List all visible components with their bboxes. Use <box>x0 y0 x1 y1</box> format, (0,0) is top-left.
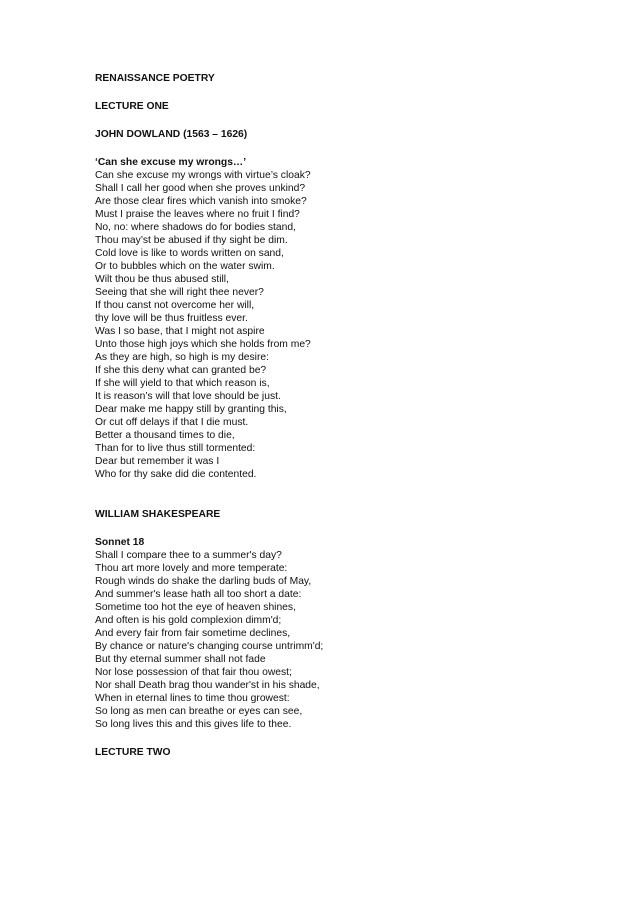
poem-line: Cold love is like to words written on sand, <box>95 248 284 259</box>
poem-line: And often is his gold complexion dimm'd; <box>95 615 282 626</box>
poem-line: If she this deny what can granted be? <box>95 365 267 376</box>
poem-line: Sometime too hot the eye of heaven shines, <box>95 602 296 613</box>
lecture-two-heading: LECTURE TWO <box>95 747 171 758</box>
sonnet-18 <box>95 549 555 731</box>
poem-line: Nor lose possession of that fair thou owest; <box>95 667 292 678</box>
dowland-author-heading: JOHN DOWLAND (1563 – 1626) <box>95 129 248 140</box>
poem-line: Are those clear fires which vanish into smoke? <box>95 196 307 207</box>
poem-line: Can she excuse my wrongs with virtue’s cloak? <box>95 170 311 181</box>
poem-line: And every fair from fair sometime declines, <box>95 628 291 639</box>
poem-line: Than for to live thus still tormented: <box>95 443 256 454</box>
poem-line: Was I so base, that I might not aspire <box>95 326 265 337</box>
stanza-3 <box>95 273 555 325</box>
document-content <box>95 72 555 759</box>
lecture-one-heading: LECTURE ONE <box>95 101 169 112</box>
poem-line: Dear but remember it was I <box>95 456 220 467</box>
stanza-1 <box>95 169 555 221</box>
stanza-6 <box>95 429 555 481</box>
stanza-4 <box>95 325 555 377</box>
poem-line: Dear make me happy still by granting this, <box>95 404 287 415</box>
poem-line: Seeing that she will right thee never? <box>95 287 264 298</box>
poem-line: Nor shall Death brag thou wander'st in his shade, <box>95 680 320 691</box>
poem-line: By chance or nature's changing course untrimm'd; <box>95 641 324 652</box>
poem-line: Who for thy sake did die contented. <box>95 469 257 480</box>
stanza-2 <box>95 221 555 273</box>
dowland-poem <box>95 169 555 481</box>
stanza-5 <box>95 377 555 429</box>
poem-line: thy love will be thus fruitless ever. <box>95 313 248 324</box>
poem-line: Shall I call her good when she proves unkind? <box>95 183 306 194</box>
sonnet-title: Sonnet 18 <box>95 537 145 548</box>
poem-line: It is reason’s will that love should be just. <box>95 391 281 402</box>
poem-line: So long as men can breathe or eyes can see, <box>95 706 303 717</box>
poem-line: When in eternal lines to time thou growest: <box>95 693 290 704</box>
shakespeare-author-heading: WILLIAM SHAKESPEARE <box>95 509 221 520</box>
poem-line: If she will yield to that which reason is, <box>95 378 270 389</box>
poem-line: Thou may’st be abused if thy sight be dim. <box>95 235 288 246</box>
poem-line: Rough winds do shake the darling buds of May, <box>95 576 312 587</box>
poem-line: Wilt thou be thus abused still, <box>95 274 229 285</box>
poem-line: If thou canst not overcome her will, <box>95 300 255 311</box>
poem-line: No, no: where shadows do for bodies stand, <box>95 222 296 233</box>
poem-line: But thy eternal summer shall not fade <box>95 654 266 665</box>
poem-line: And summer's lease hath all too short a date: <box>95 589 302 600</box>
poem-line: Or to bubbles which on the water swim. <box>95 261 275 272</box>
course-title: RENAISSANCE POETRY <box>95 73 215 84</box>
poem-line: Thou art more lovely and more temperate: <box>95 563 288 574</box>
poem-line: So long lives this and this gives life to thee. <box>95 719 292 730</box>
poem-line: Must I praise the leaves where no fruit I find? <box>95 209 300 220</box>
poem-line: As they are high, so high is my desire: <box>95 352 269 363</box>
dowland-poem-title: ‘Can she excuse my wrongs…’ <box>95 157 247 168</box>
poem-line: Better a thousand times to die, <box>95 430 235 441</box>
poem-line: Unto those high joys which she holds from me? <box>95 339 311 350</box>
poem-line: Shall I compare thee to a summer's day? <box>95 550 282 561</box>
poem-line: Or cut off delays if that I die must. <box>95 417 249 428</box>
